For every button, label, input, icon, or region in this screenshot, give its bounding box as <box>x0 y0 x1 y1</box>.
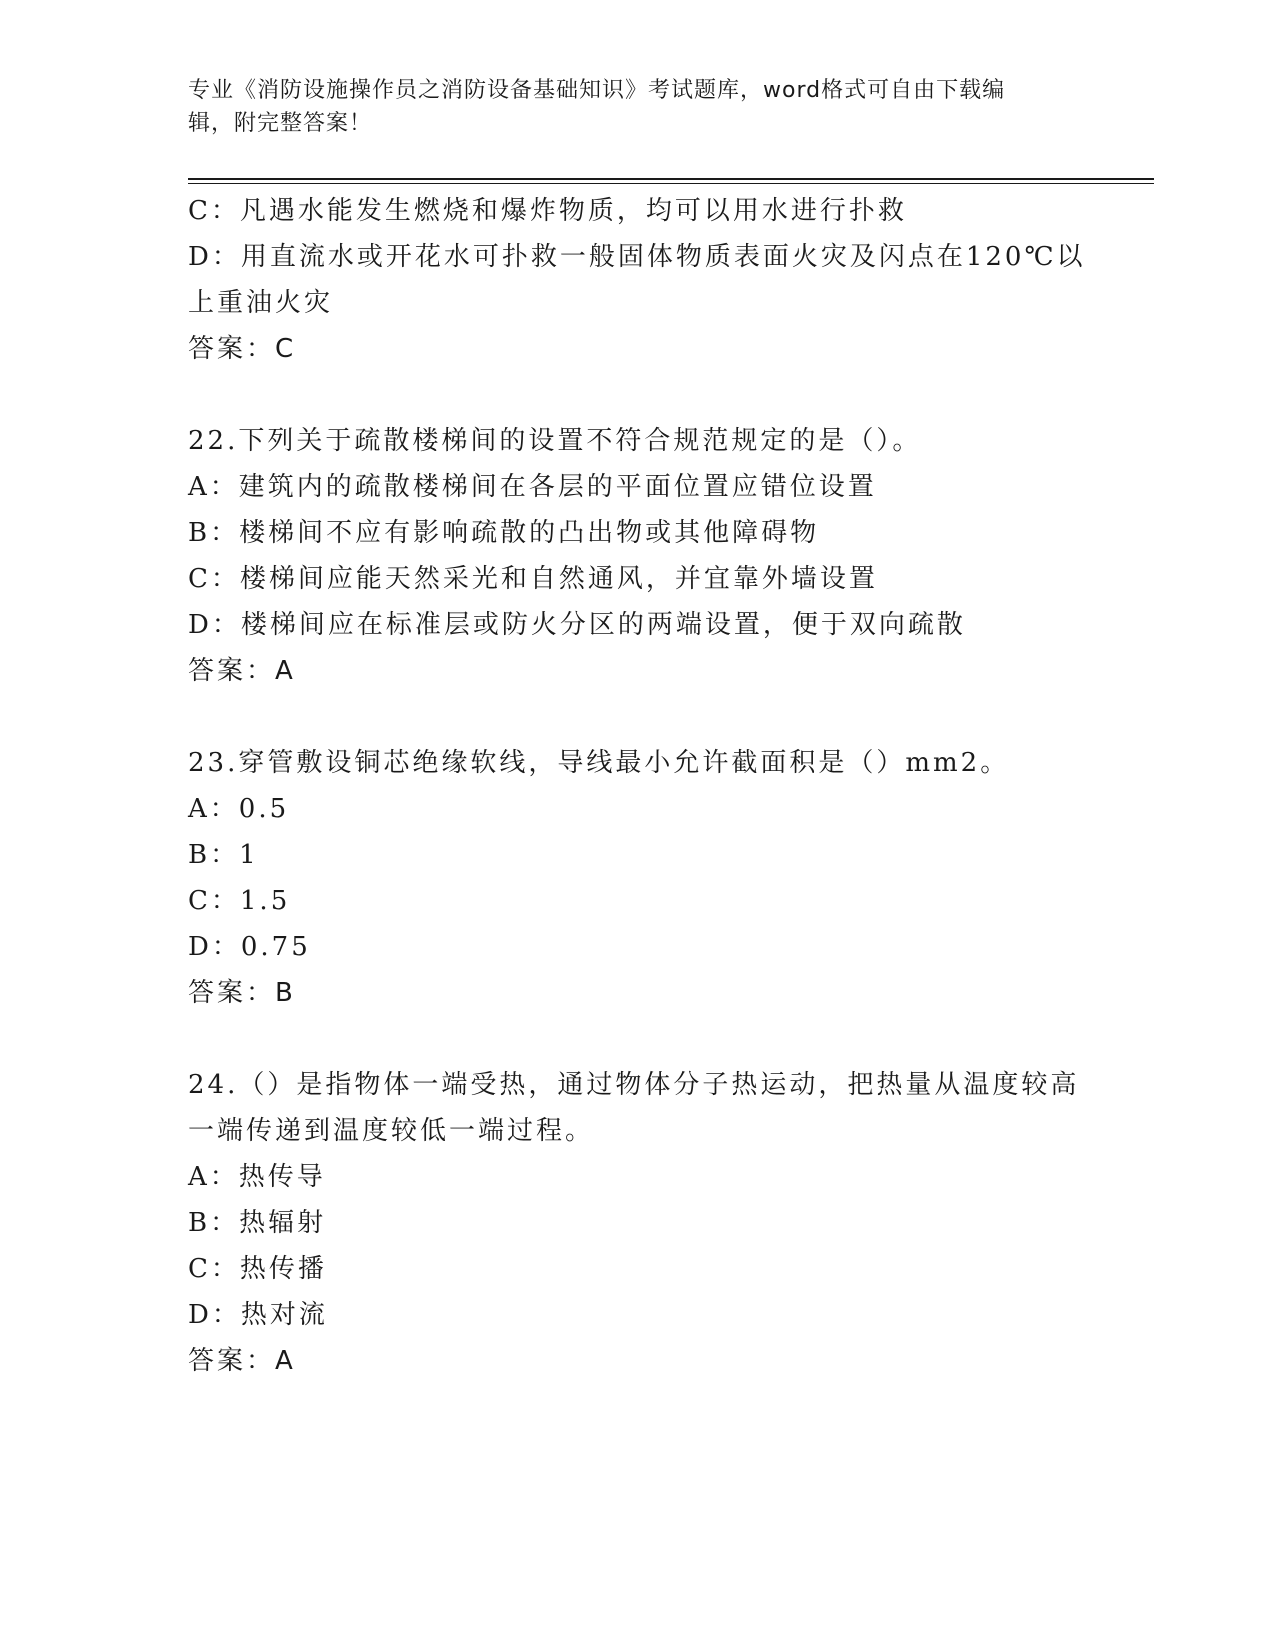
question-stem: 22.下列关于疏散楼梯间的设置不符合规范规定的是（）。 <box>188 426 922 456</box>
document-header <box>188 74 1088 140</box>
option-c: C：楼梯间应能天然采光和自然通风，并宜靠外墙设置 <box>188 564 878 594</box>
option-c: C：1.5 <box>188 886 291 916</box>
option-a: A：热传导 <box>188 1162 326 1192</box>
question-24 <box>188 1062 1088 1384</box>
question-stem: 23.穿管敷设铜芯绝缘软线，导线最小允许截面积是（）mm2。 <box>188 748 1010 778</box>
question-21-partial <box>188 188 1088 372</box>
option-b: B：热辐射 <box>188 1208 327 1238</box>
header-line-2: 辑，附完整答案！ <box>188 111 373 136</box>
question-23 <box>188 740 1088 1016</box>
option-d: D：0.75 <box>188 932 311 962</box>
option-a: A：0.5 <box>188 794 290 824</box>
question-22 <box>188 418 1088 694</box>
question-list <box>188 188 1088 1384</box>
spacer <box>188 694 1088 740</box>
option-b: B：1 <box>188 840 259 870</box>
answer: 答案：B <box>188 978 296 1008</box>
question-stem-line-1: 24.（）是指物体一端受热，通过物体分子热运动，把热量从温度较高 <box>188 1070 1080 1100</box>
answer: 答案：A <box>188 1346 296 1376</box>
header-divider-thin <box>188 183 1154 184</box>
spacer <box>188 1016 1088 1062</box>
spacer <box>188 372 1088 418</box>
option-d: D：热对流 <box>188 1300 328 1330</box>
answer: 答案：C <box>188 334 297 364</box>
option-b: B：楼梯间不应有影响疏散的凸出物或其他障碍物 <box>188 518 820 548</box>
option-d-line-2: 上重油火灾 <box>188 288 334 318</box>
answer: 答案：A <box>188 656 296 686</box>
option-c: C：凡遇水能发生燃烧和爆炸物质，均可以用水进行扑救 <box>188 196 907 226</box>
question-stem-line-2: 一端传递到温度较低一端过程。 <box>188 1116 595 1146</box>
header-divider-thick <box>188 178 1154 180</box>
header-line-1: 专业《消防设施操作员之消防设备基础知识》考试题库，word格式可自由下载编 <box>188 78 1006 103</box>
option-d-line-1: D：用直流水或开花水可扑救一般固体物质表面火灾及闪点在120℃以 <box>188 242 1086 272</box>
option-d: D：楼梯间应在标准层或防火分区的两端设置，便于双向疏散 <box>188 610 966 640</box>
option-c: C：热传播 <box>188 1254 327 1284</box>
option-a: A：建筑内的疏散楼梯间在各层的平面位置应错位设置 <box>188 472 877 502</box>
